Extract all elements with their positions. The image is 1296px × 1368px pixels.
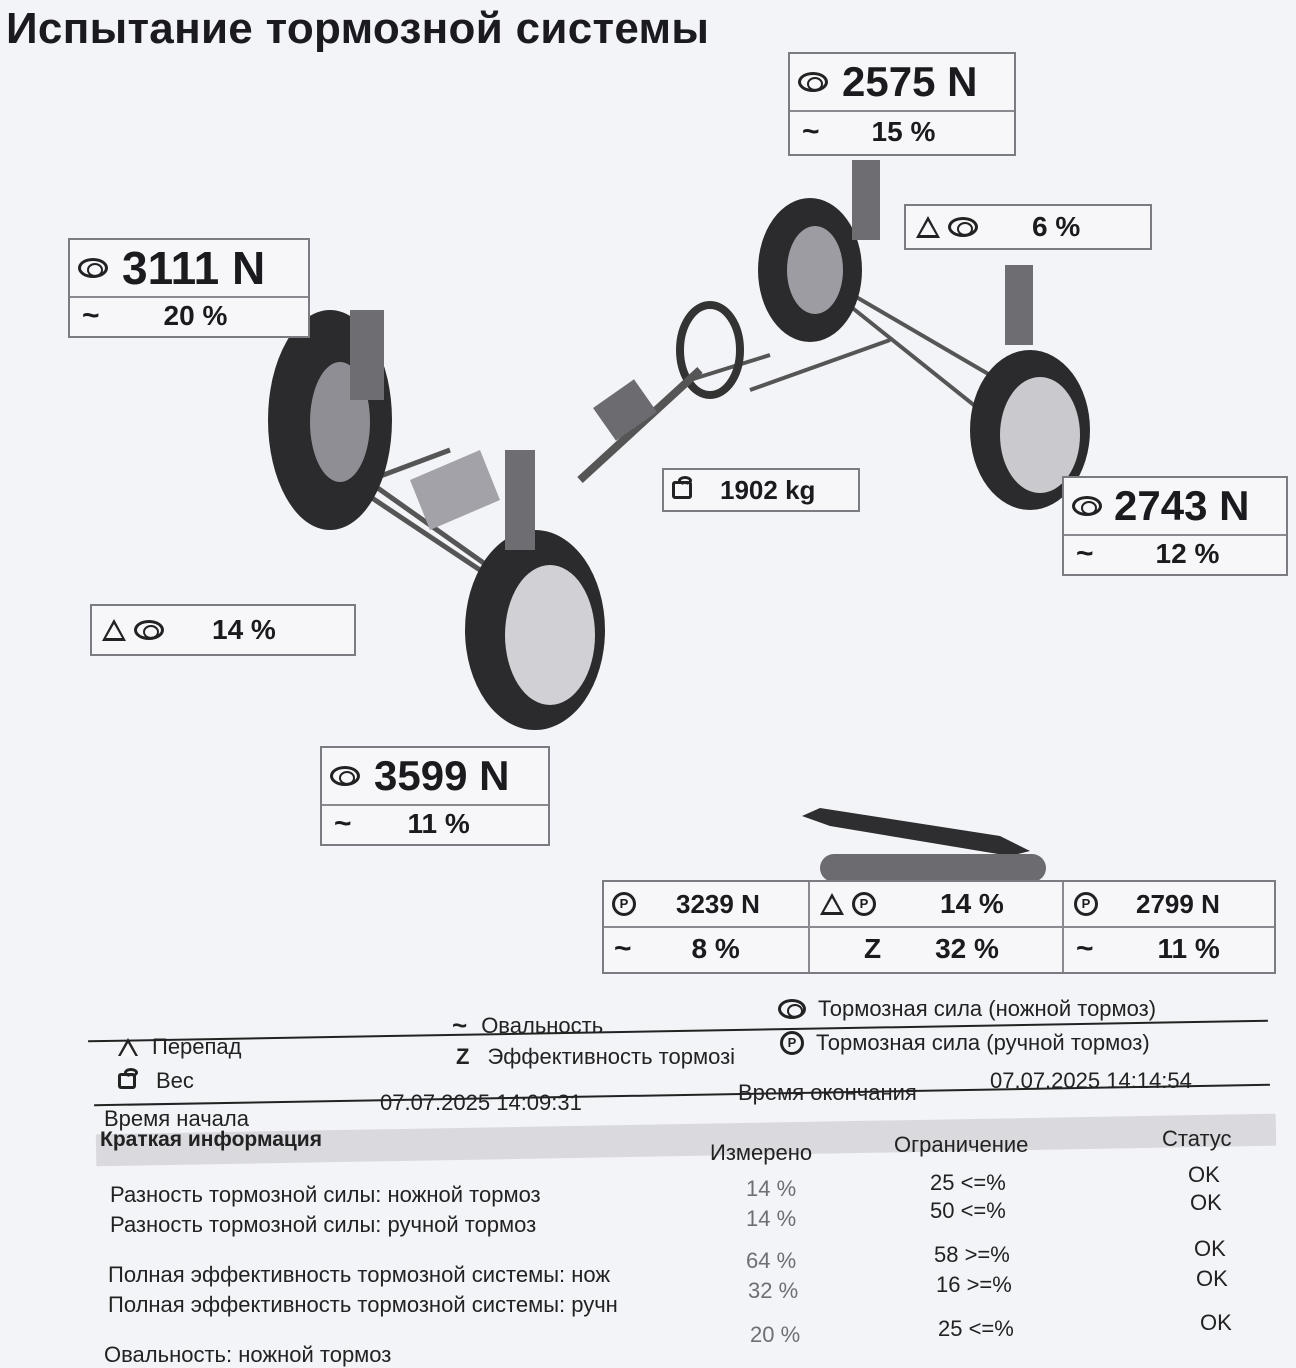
handbrake-middle-cell: [810, 882, 1064, 972]
hand-brake-force-icon: P: [1074, 892, 1098, 916]
col-limit-header: Ограничение: [894, 1132, 1029, 1157]
foot-brake-force-icon: [1072, 496, 1102, 516]
handbrake-left-force: 3239 N: [676, 888, 760, 919]
difference-icon: [916, 216, 940, 238]
summary-row-3-limit: 58 >=%: [934, 1242, 1010, 1267]
difference-icon: [118, 1038, 138, 1056]
foot-brake-force-icon: [134, 620, 164, 640]
difference-icon: [820, 893, 844, 915]
foot-brake-force-icon: [948, 217, 978, 237]
front-axle-diff-box: [90, 604, 356, 656]
hand-brake-force-icon: P: [852, 892, 876, 916]
vehicle-weight: 1902 kg: [720, 474, 816, 505]
handbrake-right-ovality: 11 %: [1157, 933, 1220, 964]
rear-right-shock: [1005, 265, 1033, 345]
foot-brake-force-icon: [330, 766, 360, 786]
col-measured-header: Измерено: [710, 1140, 813, 1165]
rear-left-shock: [852, 160, 880, 240]
start-time-label: Время начала: [104, 1106, 249, 1131]
ovality-icon: ~: [82, 299, 100, 332]
efficiency-symbol: Z: [864, 933, 882, 964]
handbrake-left-ovality: 8 %: [691, 933, 740, 964]
ovality-icon: ~: [1076, 932, 1094, 965]
summary-row-5-measured: 20 %: [750, 1322, 801, 1347]
legend-diff-label: Перепад: [152, 1034, 242, 1059]
foot-brake-force-icon: [798, 72, 828, 92]
legend-hand-force: [780, 1030, 1150, 1056]
summary-row-1-limit: 25 <=%: [930, 1170, 1006, 1195]
front-right-ovality: 11 %: [407, 808, 470, 839]
weight-icon: [118, 1073, 136, 1089]
ovality-icon: ~: [802, 115, 820, 148]
summary-row-3-status: OK: [1194, 1236, 1226, 1261]
rear-right-wheel-box: [1062, 476, 1288, 576]
rear-right-force: 2743 N: [1114, 482, 1250, 529]
summary-row-4-limit: 16 >=%: [936, 1272, 1012, 1297]
summary-row-5-label: Овальность: ножной тормоз: [104, 1342, 392, 1367]
col-status-header: Статус: [1162, 1126, 1232, 1151]
front-axle-diff: 14 %: [212, 614, 276, 645]
legend-efficiency: [456, 1044, 735, 1070]
end-time-value: 07.07.2025 14:14:54: [990, 1068, 1192, 1093]
summary-row-4-status: OK: [1196, 1266, 1228, 1291]
handbrake-efficiency: 32 %: [935, 933, 999, 964]
rear-left-wheel-box: [788, 52, 1016, 156]
front-left-ovality: 20 %: [163, 300, 228, 331]
summary-row-2-status: OK: [1190, 1190, 1222, 1215]
summary-row-2-limit: 50 <=%: [930, 1198, 1006, 1223]
summary-row-4-label: Полная эффективность тормозной системы: ручн: [108, 1292, 618, 1317]
legend-foot-force-label: Тормозная сила (ножной тормоз): [818, 996, 1157, 1021]
handbrake-diff: 14 %: [940, 888, 1004, 919]
hand-brake-force-icon: P: [780, 1031, 804, 1055]
end-time-label: Время окончания: [738, 1080, 917, 1105]
front-right-force: 3599 N: [374, 752, 510, 799]
ovality-icon: ~: [334, 807, 352, 840]
summary-row-5-limit: 25 <=%: [938, 1316, 1014, 1341]
summary-row-3-measured: 64 %: [746, 1248, 797, 1273]
efficiency-symbol: Z: [456, 1044, 470, 1069]
front-left-force: 3111 N: [122, 242, 266, 294]
summary-row-1-measured: 14 %: [746, 1176, 797, 1201]
rear-left-ovality: 15 %: [871, 116, 936, 147]
handbrake-right-cell: [1064, 882, 1274, 972]
legend-weight-label: Вес: [156, 1068, 194, 1093]
foot-brake-force-icon: [778, 999, 806, 1019]
legend-diff: [118, 1034, 242, 1060]
front-right-strut: [505, 450, 535, 550]
page-title: Испытание тормозной системы: [6, 4, 710, 53]
front-left-strut: [350, 310, 384, 400]
foot-brake-force-icon: [78, 258, 108, 278]
legend-hand-force-label: Тормозная сила (ручной тормоз): [816, 1030, 1150, 1055]
ovality-icon: ~: [614, 932, 632, 965]
front-left-wheel-box: [68, 238, 310, 338]
rear-left-force: 2575 N: [842, 58, 978, 105]
rear-right-ovality: 12 %: [1155, 538, 1220, 569]
front-right-wheel-box: [320, 746, 550, 846]
hand-brake-force-icon: P: [612, 892, 636, 916]
legend-efficiency-label: Эффективность тормозі: [487, 1044, 736, 1069]
summary-row-2-label: Разность тормозной силы: ручной тормоз: [110, 1212, 537, 1237]
handbrake-right-force: 2799 N: [1136, 888, 1220, 919]
legend-foot-force: [778, 996, 1156, 1022]
ovality-icon: ~: [452, 1010, 468, 1040]
handbrake-lever-illustration: [800, 806, 1050, 886]
rear-axle-diff-box: [904, 204, 1152, 250]
legend-weight: [118, 1068, 194, 1094]
summary-row-4-measured: 32 %: [748, 1278, 799, 1303]
summary-row-5-status: OK: [1200, 1310, 1232, 1335]
summary-row-1-label: Разность тормозной силы: ножной тормоз: [110, 1182, 541, 1207]
summary-row-1-status: OK: [1188, 1162, 1220, 1187]
rear-axle-diff: 6 %: [1032, 211, 1081, 242]
handbrake-left-cell: [604, 882, 810, 972]
difference-icon: [102, 619, 126, 641]
legend-ovality-label: Овальность: [481, 1012, 604, 1038]
summary-row-2-measured: 14 %: [746, 1206, 797, 1231]
weight-icon: [672, 481, 692, 499]
summary-title: Краткая информация: [100, 1128, 322, 1151]
summary-row-3-label: Полная эффективность тормозной системы: нож: [108, 1262, 611, 1287]
legend-ovality: [452, 1010, 603, 1041]
handbrake-table: [602, 880, 1276, 974]
ovality-icon: ~: [1076, 537, 1094, 570]
start-time-value: 07.07.2025 14:09:31: [380, 1090, 582, 1115]
vehicle-weight-box: [662, 468, 860, 512]
